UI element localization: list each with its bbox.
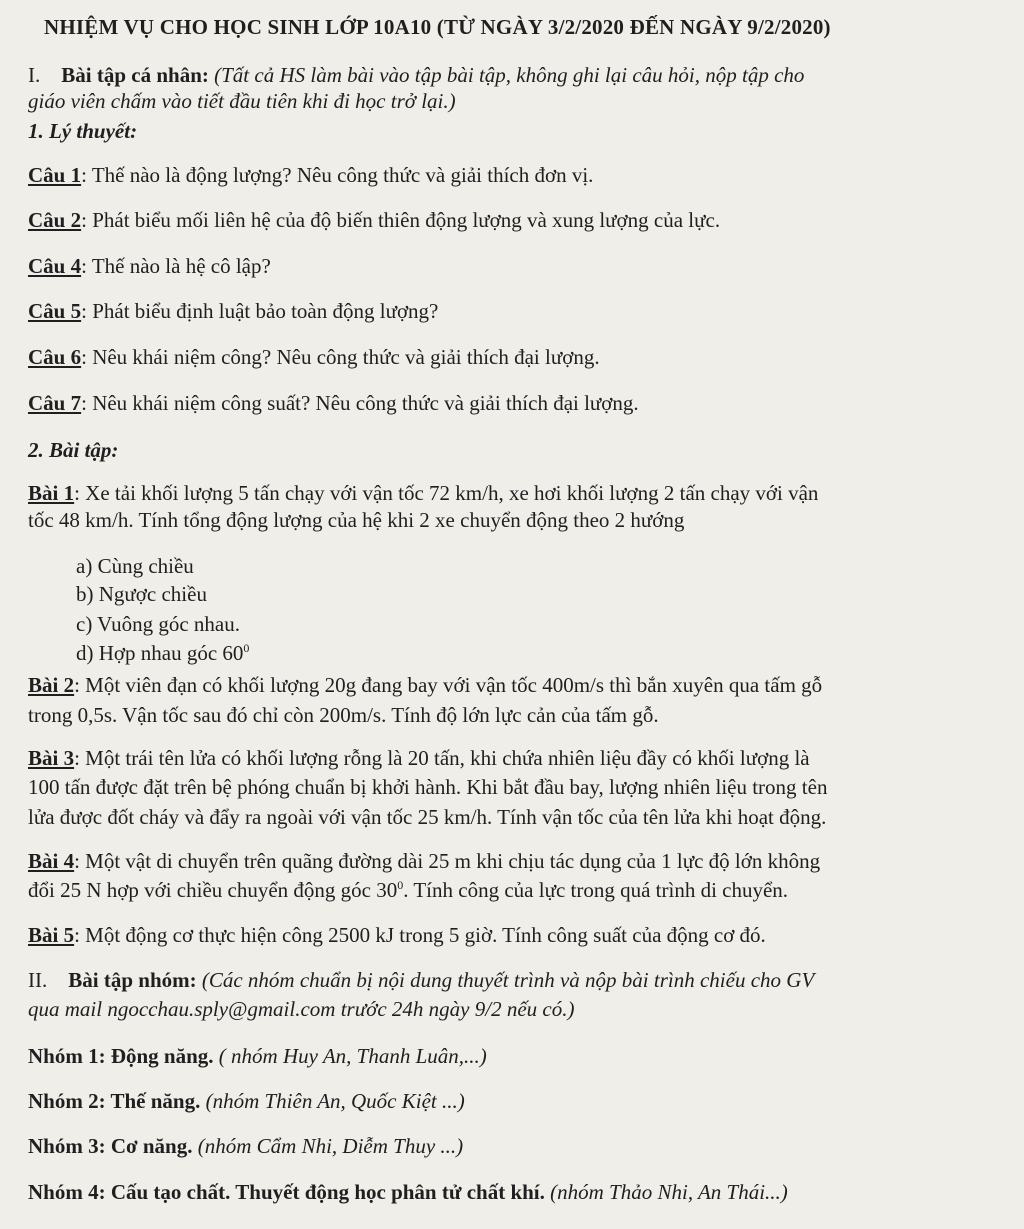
exercise-label: Bài 4: [28, 849, 75, 873]
option-d-text: d) Hợp nhau góc 60: [76, 641, 244, 665]
option-c: c) Vuông góc nhau.: [76, 612, 240, 636]
section1-roman: I.: [28, 63, 41, 87]
exercise-text: : Xe tải khối lượng 5 tấn chạy với vận tốc 72 km/h, xe hơi khối lượng 2 tấn chạy với vận: [74, 481, 819, 505]
question-label: Câu 5: [28, 299, 82, 323]
group-members: (nhóm Thảo Nhi, An Thái...): [544, 1180, 788, 1204]
section2-heading: Bài tập nhóm:: [68, 968, 197, 992]
exercise-2-line-2: trong 0,5s. Vận tốc sau đó chỉ còn 200m/s. Tính độ lớn lực cản của tấm gỗ.: [28, 703, 659, 727]
degree-sup: 0: [243, 641, 250, 655]
group-name: Nhóm 4: Cấu tạo chất. Thuyết động học phân tử chất khí.: [28, 1180, 545, 1204]
group-members: (nhóm Thiên An, Quốc Kiệt ...): [200, 1089, 465, 1113]
group-4: [28, 1179, 788, 1205]
section1-heading: Bài tập cá nhân:: [61, 63, 209, 87]
section2-note-1: (Các nhóm chuẩn bị nội dung thuyết trình và nộp bài trình chiếu cho GV: [201, 968, 815, 992]
group-name: Nhóm 2: Thế năng.: [28, 1089, 201, 1113]
theory-heading: 1. Lý thuyết:: [28, 119, 138, 143]
exercise-3-line-2: 100 tấn được đặt trên bệ phóng chuẩn bị khởi hành. Khi bắt đầu bay, lượng nhiên liệu trong tên: [28, 775, 828, 799]
question-text: : Thế nào là hệ cô lập?: [81, 254, 271, 278]
exercise-label: Bài 3: [28, 746, 75, 770]
question-text: : Phát biểu định luật bảo toàn động lượng?: [81, 299, 439, 323]
group-members: ( nhóm Huy An, Thanh Luân,...): [213, 1044, 487, 1068]
exercise-text: . Tính công của lực trong quá trình di chuyển.: [403, 878, 789, 902]
exercise-4-line-1: [28, 848, 820, 874]
question-label: Câu 1: [28, 163, 82, 187]
exercise-2-line-1: [28, 672, 822, 698]
question-2: [28, 207, 720, 233]
section2-heading-line: [28, 967, 814, 993]
question-label: Câu 6: [28, 345, 82, 369]
group-2: [28, 1088, 465, 1114]
question-label: Câu 2: [28, 208, 82, 232]
section2-roman: II.: [28, 968, 48, 992]
exercise-3-line-3: lửa được đốt cháy và đẩy ra ngoài với vận tốc 25 km/h. Tính vận tốc của tên lửa khi hoạt động.: [28, 805, 827, 829]
question-text: : Thế nào là động lượng? Nêu công thức và giải thích đơn vị.: [81, 163, 594, 187]
exercise-1-line-2: tốc 48 km/h. Tính tổng động lượng của hệ khi 2 xe chuyển động theo 2 hướng: [28, 508, 685, 532]
degree-sup: 0: [397, 878, 404, 892]
question-4: [28, 253, 271, 279]
question-label: Câu 4: [28, 254, 82, 278]
exercise-text: : Một trái tên lửa có khối lượng rỗng là 20 tấn, khi chứa nhiên liệu đầy có khối lượng là: [74, 746, 810, 770]
exercise-text: đổi 25 N hợp với chiều chuyển động góc 30: [28, 878, 398, 902]
exercise-label: Bài 5: [28, 923, 75, 947]
option-d: [76, 640, 249, 666]
question-7: [28, 390, 639, 416]
exercise-heading: 2. Bài tập:: [28, 438, 119, 462]
question-text: : Phát biểu mối liên hệ của độ biến thiên động lượng và xung lượng của lực.: [81, 208, 721, 232]
group-name: Nhóm 1: Động năng.: [28, 1044, 214, 1068]
question-5: [28, 298, 438, 324]
exercise-label: Bài 1: [28, 481, 75, 505]
exercise-3-line-1: [28, 745, 810, 771]
question-6: [28, 344, 600, 370]
exercise-5-line-1: [28, 922, 766, 948]
section1-note-1: (Tất cả HS làm bài vào tập bài tập, không ghi lại câu hỏi, nộp tập cho: [214, 63, 805, 87]
question-text: : Nêu khái niệm công suất? Nêu công thức và giải thích đại lượng.: [81, 391, 639, 415]
group-name: Nhóm 3: Cơ năng.: [28, 1134, 193, 1158]
exercise-text: : Một động cơ thực hiện công 2500 kJ trong 5 giờ. Tính công suất của động cơ đó.: [74, 923, 766, 947]
question-1: [28, 162, 593, 188]
group-1: [28, 1043, 487, 1069]
exercise-4-line-2: [28, 877, 788, 903]
section2-note-2: qua mail ngocchau.sply@gmail.com trước 24h ngày 9/2 nếu có.): [28, 997, 575, 1021]
option-a: a) Cùng chiều: [76, 554, 194, 578]
exercise-1-line-1: [28, 480, 818, 506]
option-b: b) Ngược chiều: [76, 582, 207, 606]
question-text: : Nêu khái niệm công? Nêu công thức và giải thích đại lượng.: [81, 345, 600, 369]
section1-heading-line: [28, 62, 804, 88]
question-label: Câu 7: [28, 391, 82, 415]
document-title: NHIỆM VỤ CHO HỌC SINH LỚP 10A10 (TỪ NGÀY 3/2/2020 ĐẾN NGÀY 9/2/2020): [44, 15, 831, 39]
section1-note-2: giáo viên chấm vào tiết đầu tiên khi đi học trở lại.): [28, 89, 456, 113]
exercise-label: Bài 2: [28, 673, 75, 697]
exercise-text: : Một viên đạn có khối lượng 20g đang bay với vận tốc 400m/s thì bắn xuyên qua tấm gỗ: [74, 673, 823, 697]
group-members: (nhóm Cẩm Nhi, Diễm Thuy ...): [192, 1134, 464, 1158]
exercise-text: : Một vật di chuyển trên quãng đường dài 25 m khi chịu tác dụng của 1 lực độ lớn không: [74, 849, 821, 873]
group-3: [28, 1133, 463, 1159]
